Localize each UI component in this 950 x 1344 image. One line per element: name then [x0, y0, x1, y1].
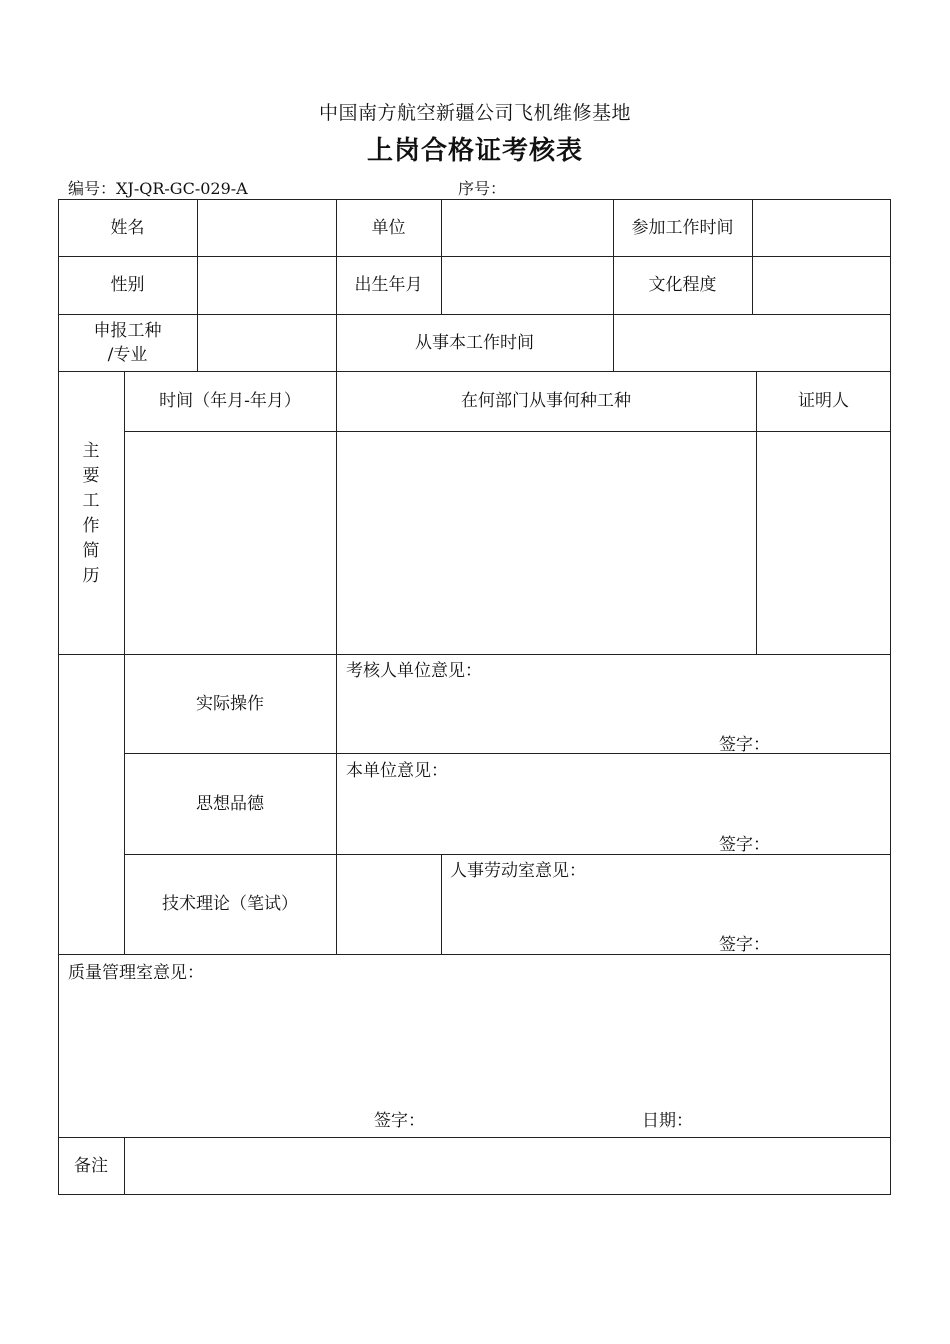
quality-date-label: 日期：	[642, 1111, 693, 1131]
row-divider	[124, 431, 891, 432]
resume-side-char: 工	[82, 491, 100, 511]
col-divider	[336, 371, 337, 954]
unit-opinion-label: 本单位意见：	[346, 761, 448, 781]
unit-label: 单位	[371, 217, 406, 238]
education-label: 文化程度	[648, 275, 717, 295]
code-field	[68, 176, 248, 199]
border	[890, 199, 891, 1195]
resume-side-char: 主	[82, 441, 100, 461]
col-divider	[441, 199, 442, 314]
resume-side-char: 历	[82, 566, 100, 586]
name-label: 姓名	[110, 217, 145, 238]
birth-label: 出生年月	[354, 275, 423, 295]
gender-label: 性别	[110, 275, 145, 295]
org-name: 中国南方航空新疆公司飞机维修基地	[318, 102, 631, 124]
row-divider	[58, 1137, 891, 1138]
hr-sign-label: 签字：	[719, 935, 770, 955]
serial-label: 序号：	[458, 179, 507, 198]
hr-opinion-label: 人事劳动室意见：	[450, 861, 586, 881]
examiner-sign-label: 签字：	[719, 735, 770, 755]
col-divider	[124, 1137, 125, 1195]
resume-col-witness: 证明人	[798, 391, 849, 411]
unit-sign-label: 签字：	[719, 835, 770, 855]
resume-side-char: 要	[82, 466, 100, 486]
border	[58, 1194, 891, 1195]
assessment-table	[58, 199, 891, 1195]
resume-col-time: 时间（年月-年月）	[159, 391, 301, 411]
resume-side-char: 简	[82, 541, 100, 561]
col-divider	[752, 199, 753, 314]
trade-label	[58, 314, 197, 371]
quality-opinion-label: 质量管理室意见：	[68, 963, 204, 983]
trade-label-line2: /专业	[107, 344, 148, 365]
examiner-opinion-label: 考核人单位意见：	[346, 661, 482, 681]
join-time-label: 参加工作时间	[631, 217, 734, 238]
work-time-label: 从事本工作时间	[415, 332, 534, 353]
quality-sign-label: 签字：	[374, 1111, 425, 1131]
resume-side-label	[79, 439, 103, 589]
col-divider	[197, 199, 198, 371]
practice-label: 实际操作	[196, 693, 264, 714]
code-value: XJ-QR-GC-029-A	[116, 179, 248, 198]
trade-label-line1: 申报工种	[93, 320, 162, 341]
col-divider	[441, 854, 442, 954]
code-label: 编号：	[68, 179, 117, 198]
theory-label: 技术理论（笔试）	[162, 894, 298, 914]
resume-col-dept: 在何部门从事何种工种	[461, 391, 631, 411]
form-title: 上岗合格证考核表	[366, 136, 583, 166]
remark-label: 备注	[74, 1156, 108, 1176]
ethics-label: 思想品德	[196, 793, 264, 814]
resume-side-char: 作	[82, 516, 100, 536]
